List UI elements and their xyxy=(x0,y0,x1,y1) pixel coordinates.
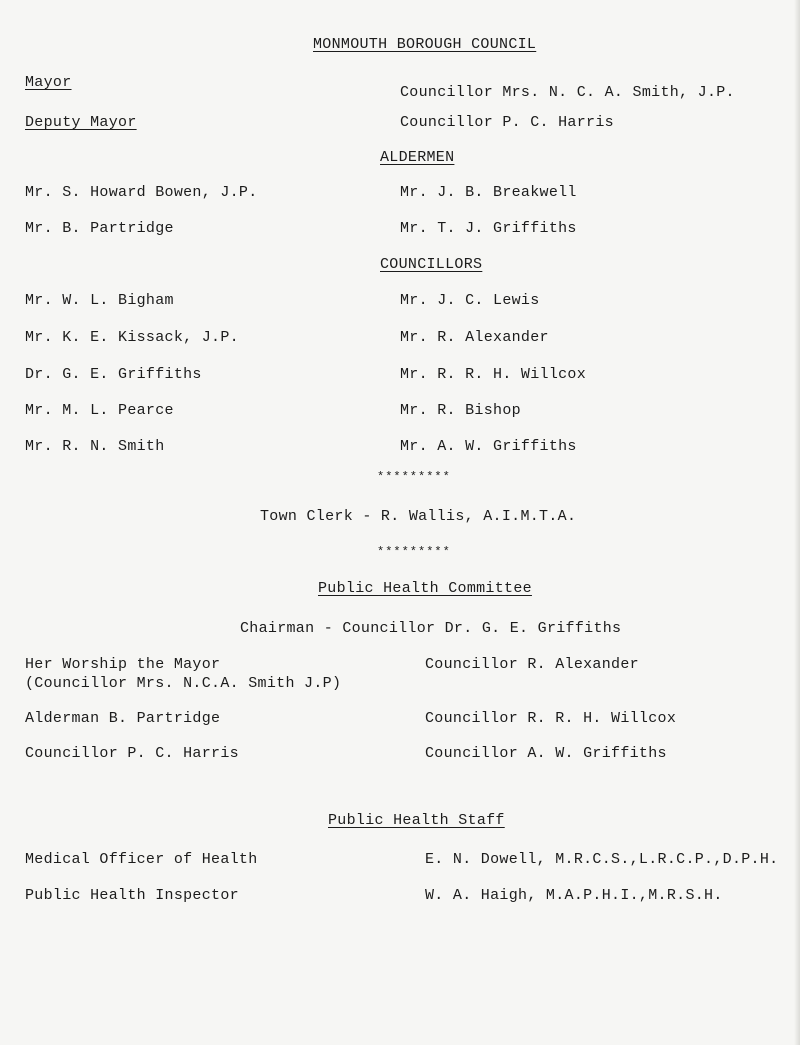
councillor-left-5: Mr. R. N. Smith xyxy=(25,438,165,455)
alderman-right-2: Mr. T. J. Griffiths xyxy=(400,220,577,237)
staff-role-2: Public Health Inspector xyxy=(25,887,239,904)
alderman-right-1: Mr. J. B. Breakwell xyxy=(400,184,577,201)
page-edge-shadow xyxy=(794,0,800,1045)
committee-right-3: Councillor A. W. Griffiths xyxy=(425,745,667,762)
staff-role-1: Medical Officer of Health xyxy=(25,851,258,868)
councillor-right-5: Mr. A. W. Griffiths xyxy=(400,438,577,455)
committee-left-2: (Councillor Mrs. N.C.A. Smith J.P) xyxy=(25,675,342,692)
committee-left-1: Her Worship the Mayor xyxy=(25,656,221,673)
alderman-left-1: Mr. S. Howard Bowen, J.P. xyxy=(25,184,258,201)
committee-left-3: Alderman B. Partridge xyxy=(25,710,221,727)
aldermen-heading: ALDERMEN xyxy=(380,149,455,166)
staff-heading: Public Health Staff xyxy=(328,812,505,829)
councillor-right-3: Mr. R. R. H. Willcox xyxy=(400,366,587,383)
deputy-mayor-label: Deputy Mayor xyxy=(25,114,137,131)
councillors-heading: COUNCILLORS xyxy=(380,256,483,273)
committee-right-1: Councillor R. Alexander xyxy=(425,656,639,673)
councillor-right-4: Mr. R. Bishop xyxy=(400,402,521,419)
deputy-mayor-value: Councillor P. C. Harris xyxy=(400,114,614,131)
mayor-value: Councillor Mrs. N. C. A. Smith, J.P. xyxy=(400,84,735,101)
committee-heading: Public Health Committee xyxy=(318,580,532,597)
councillor-left-1: Mr. W. L. Bigham xyxy=(25,292,174,309)
town-clerk: Town Clerk - R. Wallis, A.I.M.T.A. xyxy=(260,508,577,525)
separator-2: ********* xyxy=(377,545,451,559)
committee-right-2: Councillor R. R. H. Willcox xyxy=(425,710,677,727)
mayor-label: Mayor xyxy=(25,74,72,91)
councillor-right-1: Mr. J. C. Lewis xyxy=(400,292,540,309)
page-title: MONMOUTH BOROUGH COUNCIL xyxy=(313,36,537,53)
separator-1: ********* xyxy=(377,470,451,484)
committee-chairman: Chairman - Councillor Dr. G. E. Griffiths xyxy=(240,620,622,637)
councillor-left-4: Mr. M. L. Pearce xyxy=(25,402,174,419)
committee-left-4: Councillor P. C. Harris xyxy=(25,745,239,762)
councillor-left-2: Mr. K. E. Kissack, J.P. xyxy=(25,329,239,346)
staff-name-1: E. N. Dowell, M.R.C.S.,L.R.C.P.,D.P.H. xyxy=(425,851,779,868)
councillor-right-2: Mr. R. Alexander xyxy=(400,329,549,346)
staff-name-2: W. A. Haigh, M.A.P.H.I.,M.R.S.H. xyxy=(425,887,723,904)
alderman-left-2: Mr. B. Partridge xyxy=(25,220,174,237)
councillor-left-3: Dr. G. E. Griffiths xyxy=(25,366,202,383)
